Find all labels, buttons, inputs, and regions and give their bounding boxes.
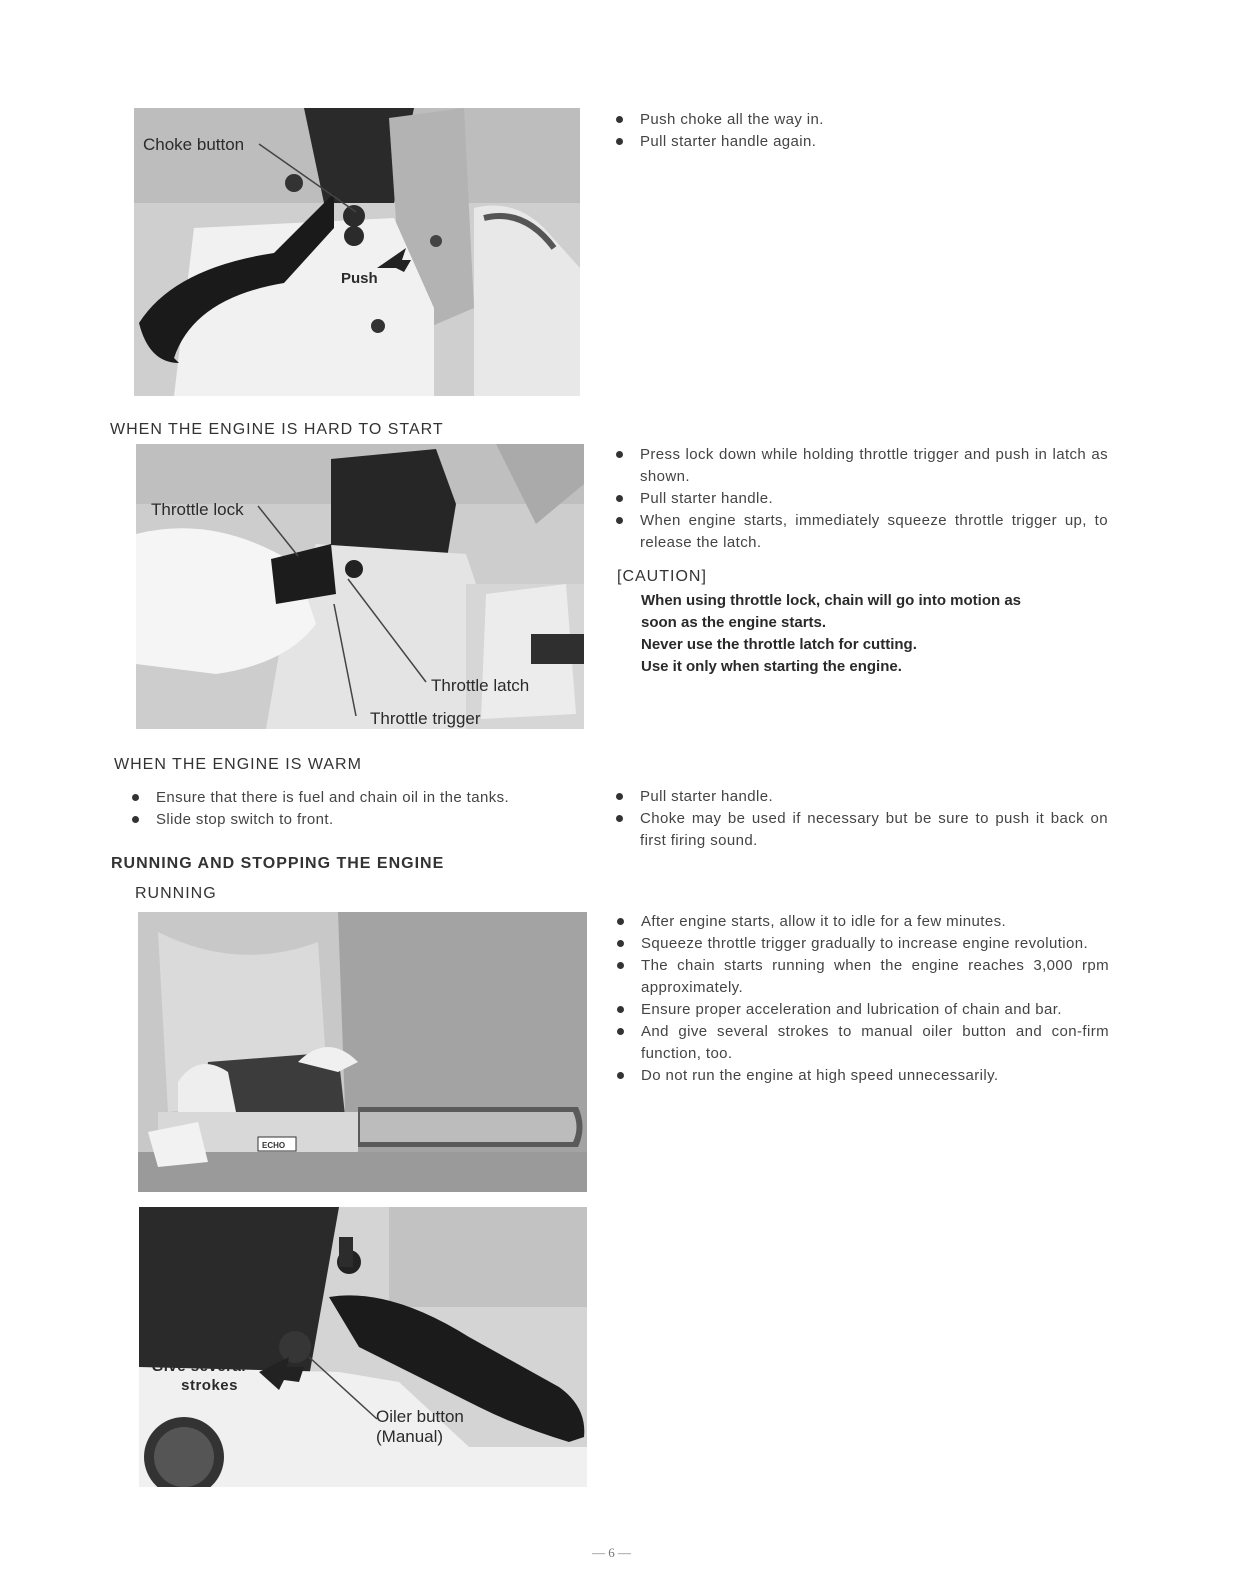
throttle-latch-label: Throttle latch [431,676,530,695]
list-item: Pull starter handle. [613,786,1108,808]
caution-line: When using throttle lock, chain will go into motion as [641,592,1022,609]
push-label: Push [341,270,378,287]
running-stopping-heading: RUNNING AND STOPPING THE ENGINE [111,855,445,872]
hard-to-start-heading: WHEN THE ENGINE IS HARD TO START [110,421,444,438]
caution-text [641,590,1021,678]
caution-line: soon as the engine starts. [641,614,827,631]
list-item: Ensure proper acceleration and lubrication of chain and bar. [614,999,1109,1021]
running-subheading: RUNNING [135,885,217,902]
caution-line: Never use the throttle latch for cutting. [641,636,917,653]
give-strokes-line-1: Give several [151,1358,246,1375]
list-item: Choke may be used if necessary but be sure to push it back on first firing sound. [613,808,1108,852]
give-strokes-line-2: strokes [181,1377,238,1394]
running-instructions-list [614,911,1109,1087]
list-item: The chain starts running when the engine reaches 3,000 rpm approximately. [614,955,1109,999]
warm-engine-right-list [613,786,1108,852]
choke-button-label: Choke button [143,135,245,154]
list-item: When engine starts, immediately squeeze throttle trigger up, to release the latch. [613,510,1108,554]
engine-warm-heading: WHEN THE ENGINE IS WARM [114,756,362,773]
caution-label: [CAUTION] [617,568,707,585]
list-item: Ensure that there is fuel and chain oil in the tanks. [129,787,579,809]
page-number: — 6 — [592,1545,631,1560]
list-item: Push choke all the way in. [613,109,1108,131]
list-item: Do not run the engine at high speed unnecessarily. [614,1065,1109,1087]
list-item: And give several strokes to manual oiler button and con-firm function, too. [614,1021,1109,1065]
running-chainsaw-photo [138,912,587,1192]
list-item: Squeeze throttle trigger gradually to increase engine revolution. [614,933,1109,955]
oiler-line-2: (Manual) [376,1427,444,1446]
list-item: After engine starts, allow it to idle for a few minutes. [614,911,1109,933]
oiler-line-1: Oiler button [376,1407,464,1426]
list-item: Pull starter handle. [613,488,1108,510]
choke-instructions-list [613,109,1108,153]
caution-line: Use it only when starting the engine. [641,658,902,675]
throttle-lock-label: Throttle lock [151,500,244,519]
list-item: Slide stop switch to front. [129,809,579,831]
warm-engine-left-list [129,787,579,831]
hard-start-instructions-list [613,444,1108,554]
throttle-trigger-label: Throttle trigger [370,709,481,728]
oiler-button-label [376,1407,464,1447]
list-item: Pull starter handle again. [613,131,1108,153]
echo-badge: ECHO [262,1141,286,1150]
oiler-button-photo [139,1207,587,1487]
list-item: Press lock down while holding throttle trigger and push in latch as shown. [613,444,1108,488]
give-strokes-label [140,1357,246,1395]
